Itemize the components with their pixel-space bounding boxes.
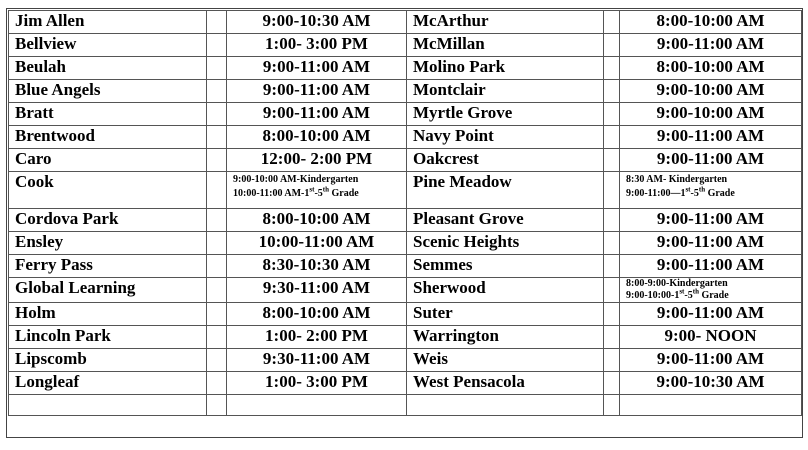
spacer-cell [604, 326, 620, 349]
table-row-empty [9, 395, 802, 416]
time-slot: 9:00-11:00 AM [227, 80, 407, 103]
time-line-grades [227, 186, 406, 200]
time-slot: 8:00-10:00 AM [227, 209, 407, 232]
school-name: Ensley [9, 232, 207, 255]
time-slot: 9:00-10:00 AM [620, 80, 802, 103]
time-slot: 9:30-11:00 AM [227, 349, 407, 372]
text: -5 [684, 290, 693, 301]
sup: st [685, 185, 691, 194]
table-row [9, 209, 802, 232]
time-line-grades [620, 186, 801, 200]
spacer-cell [604, 149, 620, 172]
school-name: Jim Allen [9, 11, 207, 34]
school-name: Blue Angels [9, 80, 207, 103]
time-slot [227, 172, 407, 209]
time-slot: 9:00-11:00 AM [620, 126, 802, 149]
spacer-cell [207, 149, 227, 172]
text: 9:00-11:00—1 [626, 188, 686, 199]
time-slot [620, 278, 802, 303]
school-name: Lipscomb [9, 349, 207, 372]
spacer-cell [604, 34, 620, 57]
time-slot: 9:00-11:00 AM [227, 103, 407, 126]
time-slot: 9:00- NOON [620, 326, 802, 349]
time-slot: 9:00-11:00 AM [620, 232, 802, 255]
time-slot: 9:00-10:30 AM [227, 11, 407, 34]
spacer-cell [604, 278, 620, 303]
spacer-cell [207, 395, 227, 416]
sup: st [679, 287, 685, 296]
spacer-cell [604, 232, 620, 255]
table-row [9, 278, 802, 303]
table-row [9, 103, 802, 126]
school-name: Pine Meadow [407, 172, 604, 209]
school-name: Scenic Heights [407, 232, 604, 255]
school-name: Beulah [9, 57, 207, 80]
school-name: Bratt [9, 103, 207, 126]
spacer-cell [207, 172, 227, 209]
spacer-cell [604, 172, 620, 209]
spacer-cell [207, 349, 227, 372]
spacer-cell [207, 326, 227, 349]
text: 9:00-10:00-1 [626, 290, 680, 301]
spacer-cell [207, 303, 227, 326]
school-name: Pleasant Grove [407, 209, 604, 232]
table-row [9, 172, 802, 209]
time-slot: 10:00-11:00 AM [227, 232, 407, 255]
school-name: Montclair [407, 80, 604, 103]
time-slot: 12:00- 2:00 PM [227, 149, 407, 172]
empty-cell [227, 395, 407, 416]
table-row [9, 232, 802, 255]
time-slot: 9:00-11:00 AM [620, 303, 802, 326]
spacer-cell [207, 126, 227, 149]
text: Grade [698, 290, 729, 301]
school-name: Cook [9, 172, 207, 209]
time-slot: 9:00-11:00 AM [620, 349, 802, 372]
sup: th [692, 287, 699, 296]
table-row [9, 11, 802, 34]
spacer-cell [604, 395, 620, 416]
spacer-cell [207, 11, 227, 34]
time-slot: 9:00-11:00 AM [620, 34, 802, 57]
spacer-cell [207, 103, 227, 126]
school-name: Holm [9, 303, 207, 326]
time-slot: 9:30-11:00 AM [227, 278, 407, 303]
empty-cell [9, 395, 207, 416]
spacer-cell [207, 232, 227, 255]
time-line-kindergarten: 9:00-10:00 AM-Kindergarten [233, 174, 359, 185]
text: Grade [329, 188, 359, 199]
time-line-grades [620, 287, 801, 302]
table-row [9, 326, 802, 349]
time-slot: 9:00-11:00 AM [227, 57, 407, 80]
spacer-cell [604, 80, 620, 103]
time-slot [620, 172, 802, 209]
spacer-cell [207, 80, 227, 103]
school-name: Navy Point [407, 126, 604, 149]
spacer-cell [604, 126, 620, 149]
school-name: Bellview [9, 34, 207, 57]
spacer-cell [207, 372, 227, 395]
time-slot: 1:00- 2:00 PM [227, 326, 407, 349]
time-slot: 9:00-11:00 AM [620, 209, 802, 232]
school-name: McMillan [407, 34, 604, 57]
school-name: West Pensacola [407, 372, 604, 395]
table-row [9, 57, 802, 80]
time-slot: 8:00-10:00 AM [620, 11, 802, 34]
school-name: Semmes [407, 255, 604, 278]
school-name: Brentwood [9, 126, 207, 149]
table-row [9, 80, 802, 103]
text: 10:00-11:00 AM-1 [233, 188, 310, 199]
time-slot: 9:00-11:00 AM [620, 149, 802, 172]
time-slot: 9:00-10:30 AM [620, 372, 802, 395]
school-name: Suter [407, 303, 604, 326]
time-slot: 8:00-10:00 AM [227, 303, 407, 326]
school-name: Global Learning [9, 278, 207, 303]
text: -5 [690, 188, 699, 199]
spacer-cell [207, 57, 227, 80]
spacer-cell [604, 372, 620, 395]
spacer-cell [207, 278, 227, 303]
school-name: Sherwood [407, 278, 604, 303]
school-name: Lincoln Park [9, 326, 207, 349]
school-name: McArthur [407, 11, 604, 34]
sup: st [309, 185, 315, 194]
school-name: Caro [9, 149, 207, 172]
school-name: Longleaf [9, 372, 207, 395]
time-slot: 1:00- 3:00 PM [227, 34, 407, 57]
spacer-cell [207, 209, 227, 232]
time-line-kindergarten: 8:30 AM- Kindergarten [626, 174, 728, 185]
table-row [9, 349, 802, 372]
spacer-cell [604, 57, 620, 80]
school-name: Molino Park [407, 57, 604, 80]
time-slot: 9:00-11:00 AM [620, 255, 802, 278]
table-row [9, 126, 802, 149]
table-row [9, 255, 802, 278]
time-slot: 8:00-10:00 AM [227, 126, 407, 149]
table-row [9, 372, 802, 395]
school-name: Weis [407, 349, 604, 372]
school-name: Warrington [407, 326, 604, 349]
school-name: Ferry Pass [9, 255, 207, 278]
spacer-cell [207, 255, 227, 278]
spacer-cell [207, 34, 227, 57]
spacer-cell [604, 255, 620, 278]
schedule-table [8, 10, 802, 416]
time-slot: 8:30-10:30 AM [227, 255, 407, 278]
spacer-cell [604, 11, 620, 34]
school-name: Cordova Park [9, 209, 207, 232]
spacer-cell [604, 209, 620, 232]
empty-cell [407, 395, 604, 416]
sup: th [322, 185, 330, 194]
spacer-cell [604, 103, 620, 126]
time-slot: 9:00-10:00 AM [620, 103, 802, 126]
table-row [9, 34, 802, 57]
spacer-cell [604, 349, 620, 372]
table-row [9, 303, 802, 326]
sup: th [698, 185, 706, 194]
school-name: Myrtle Grove [407, 103, 604, 126]
school-name: Oakcrest [407, 149, 604, 172]
time-slot: 8:00-10:00 AM [620, 57, 802, 80]
text: -5 [314, 188, 323, 199]
spacer-cell [604, 303, 620, 326]
empty-cell [620, 395, 802, 416]
time-slot: 1:00- 3:00 PM [227, 372, 407, 395]
time-line-kindergarten: 8:00-9:00-Kindergarten [626, 278, 728, 289]
table-row [9, 149, 802, 172]
text: Grade [705, 188, 735, 199]
